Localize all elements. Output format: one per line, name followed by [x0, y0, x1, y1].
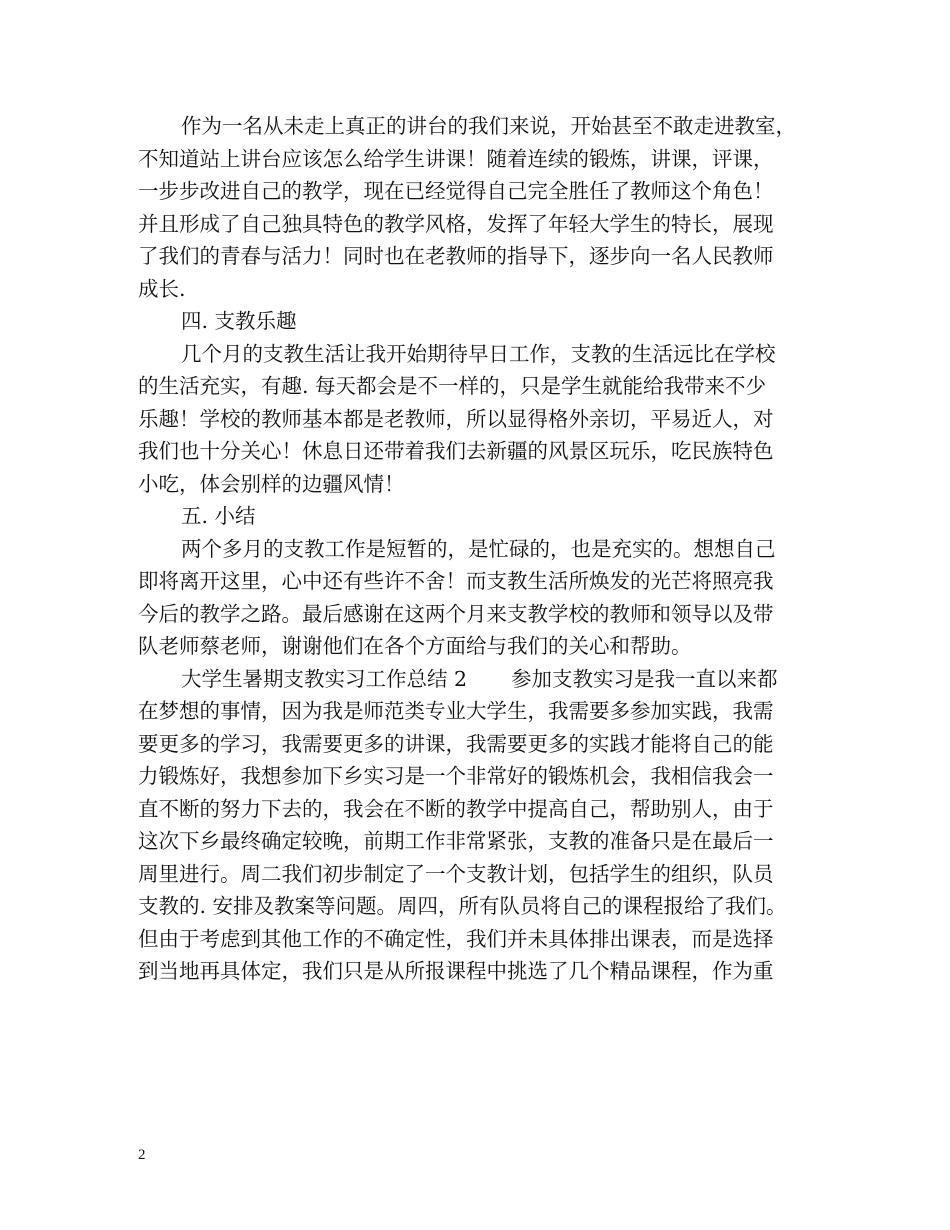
text-line: 我们也十分关心！休息日还带着我们去新疆的风景区玩乐，吃民族特色 [138, 439, 774, 463]
text-fragment: 参加支教实习是我一直以来都 [511, 666, 778, 691]
text-line: 支教的. 安排及教案等问题。周四，所有队员将自己的课程报给了我们。 [138, 894, 787, 918]
text-line: 不知道站上讲台应该怎么给学生讲课！随着连续的锻炼，讲课，评课， [138, 146, 774, 171]
text-line: 力锻炼好，我想参加下乡实习是一个非常好的锻炼机会，我相信我会一 [138, 764, 774, 788]
text-line: 并且形成了自己独具特色的教学风格，发挥了年轻大学生的特长，展现 [138, 211, 774, 236]
text-line: 但由于考虑到其他工作的不确定性，我们并未具体排出课表，而是选择 [138, 926, 774, 951]
text-line: 作为一名从未走上真正的讲台的我们来说，开始甚至不敢走进教室， [181, 114, 796, 138]
text-line: 队老师蔡老师，谢谢他们在各个方面给与我们的关心和帮助。 [138, 634, 692, 658]
text-line: 几个月的支教生活让我开始期待早日工作，支教的生活远比在学校 [181, 341, 776, 366]
section-heading: 五. 小结 [181, 504, 256, 528]
page-number: 2 [138, 1147, 146, 1163]
text-line: 直不断的努力下去的，我会在不断的教学中提高自己，帮助别人，由于 [138, 796, 774, 821]
text-line: 两个多月的支教工作是短暂的，是忙碌的，也是充实的。想想自己 [181, 536, 776, 561]
text-line: 今后的教学之路。最后感谢在这两个月来支教学校的教师和领导以及带 [138, 601, 774, 626]
text-line: 这次下乡最终确定较晚，前期工作非常紧张，支教的准备只是在最后一 [138, 829, 774, 853]
text-line: 到当地再具体定，我们只是从所报课程中挑选了几个精品课程，作为重 [138, 959, 774, 983]
text-line: 的生活充实，有趣. 每天都会是不一样的，只是学生就能给我带来不少 [138, 374, 767, 398]
text-line: 周里进行。周二我们初步制定了一个支教计划，包括学生的组织，队员 [138, 861, 774, 886]
text-line: 成长. [138, 276, 186, 301]
text-line [138, 663, 828, 696]
text-line: 小吃，体会别样的边疆风情！ [138, 471, 405, 496]
article-title: 大学生暑期支教实习工作总结 2 [181, 666, 468, 691]
text-line: 要更多的学习，我需要更多的讲课，我需要更多的实践才能将自己的能 [138, 731, 774, 756]
body-text [138, 110, 828, 988]
text-line: 了我们的青春与活力！同时也在老教师的指导下，逐步向一名人民教师 [138, 244, 774, 268]
text-line: 即将离开这里，心中还有些许不舍！而支教生活所焕发的光芒将照亮我 [138, 569, 774, 593]
text-line: 一步步改进自己的教学，现在已经觉得自己完全胜任了教师这个角色！ [138, 179, 774, 203]
text-line: 在梦想的事情，因为我是师范类专业大学生，我需要多参加实践，我需 [138, 699, 774, 723]
text-line: 乐趣！学校的教师基本都是老教师，所以显得格外亲切，平易近人，对 [138, 406, 774, 431]
section-heading: 四. 支教乐趣 [181, 309, 297, 333]
